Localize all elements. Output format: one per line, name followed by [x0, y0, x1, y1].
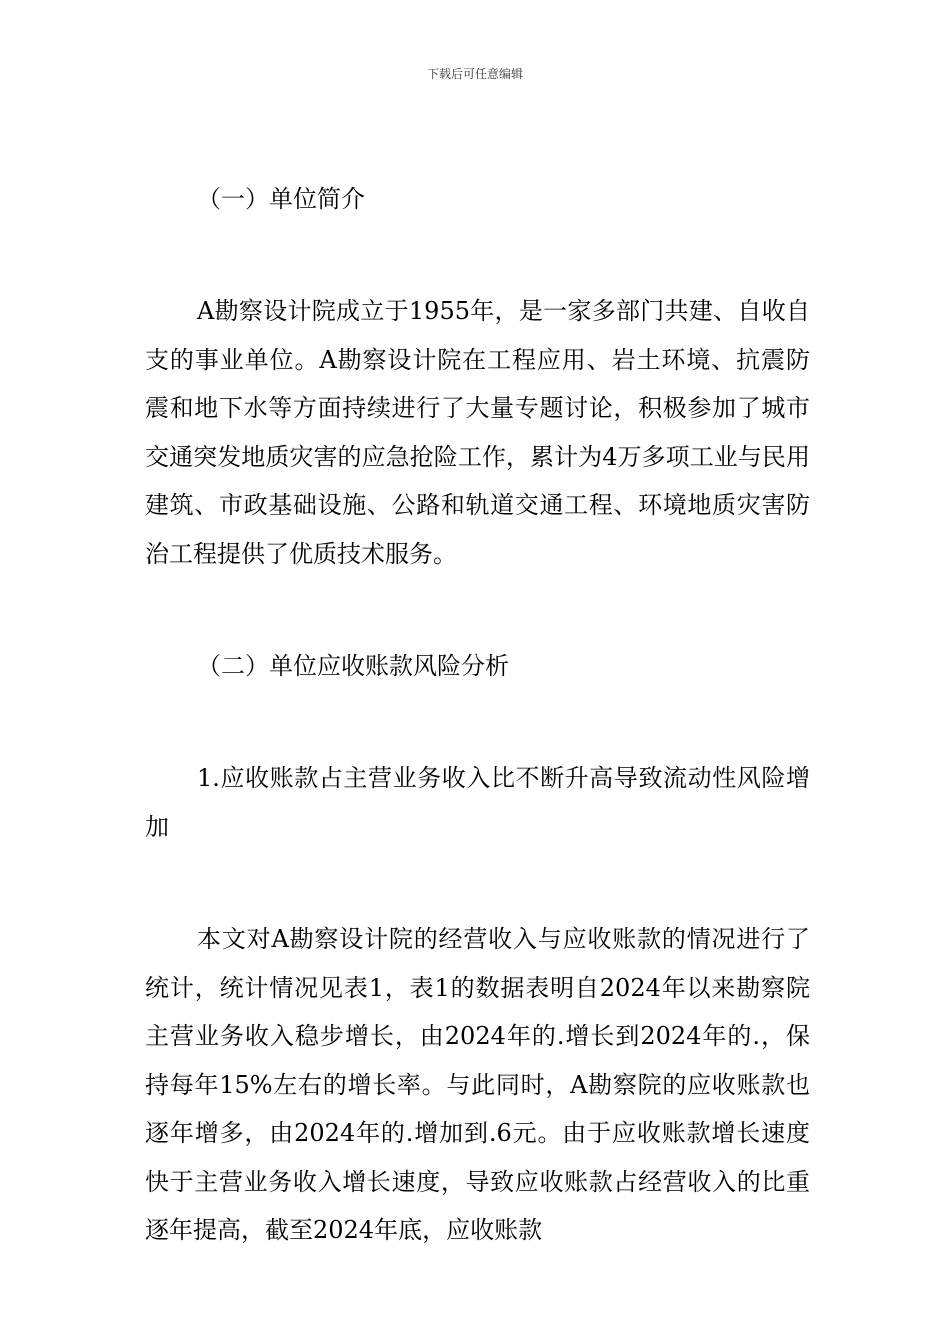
- paragraph-unit-intro: A勘察设计院成立于1955年，是一家多部门共建、自收自支的事业单位。A勘察设计院在工程应用、岩土环境、抗震防震和地下水等方面持续进行了大量专题讨论，积极参加了城市交通突发地质灾害的应急抢险工作，累计为4万多项工业与民用建筑、市政基础设施、公路和轨道交通工程、环境地质灾害防治工程提供了优质技术服务。: [145, 297, 810, 568]
- spacer: [145, 851, 810, 915]
- spacer: [145, 223, 810, 287]
- page-header: 下载后可任意编辑: [426, 67, 523, 81]
- section-heading-risk-analysis: （二）单位应收账款风险分析: [197, 652, 509, 680]
- spacer: [145, 578, 810, 642]
- spacer: [145, 690, 810, 754]
- section-heading-unit-intro: （一）单位简介: [197, 185, 365, 213]
- numbered-item-heading: 1.应收账款占主营业务收入比不断升高导致流动性风险增加: [145, 764, 810, 841]
- paragraph-receivables-stats: 本文对A勘察设计院的经营收入与应收账款的情况进行了统计，统计情况见表1，表1的数据表明自2024年以来勘察院主营业务收入稳步增长，由2024年的.增长到2024年的.，保持每年15%左右的增长率。与此同时，A勘察院的应收账款也逐年增多，由2024年的.增加到.6元。由于应收账款增长速度快于主营业务收入增长速度，导致应收账款占经营收入的比重逐年提高，截至2024年底，应收账款: [145, 925, 810, 1244]
- document-body: [145, 175, 810, 1255]
